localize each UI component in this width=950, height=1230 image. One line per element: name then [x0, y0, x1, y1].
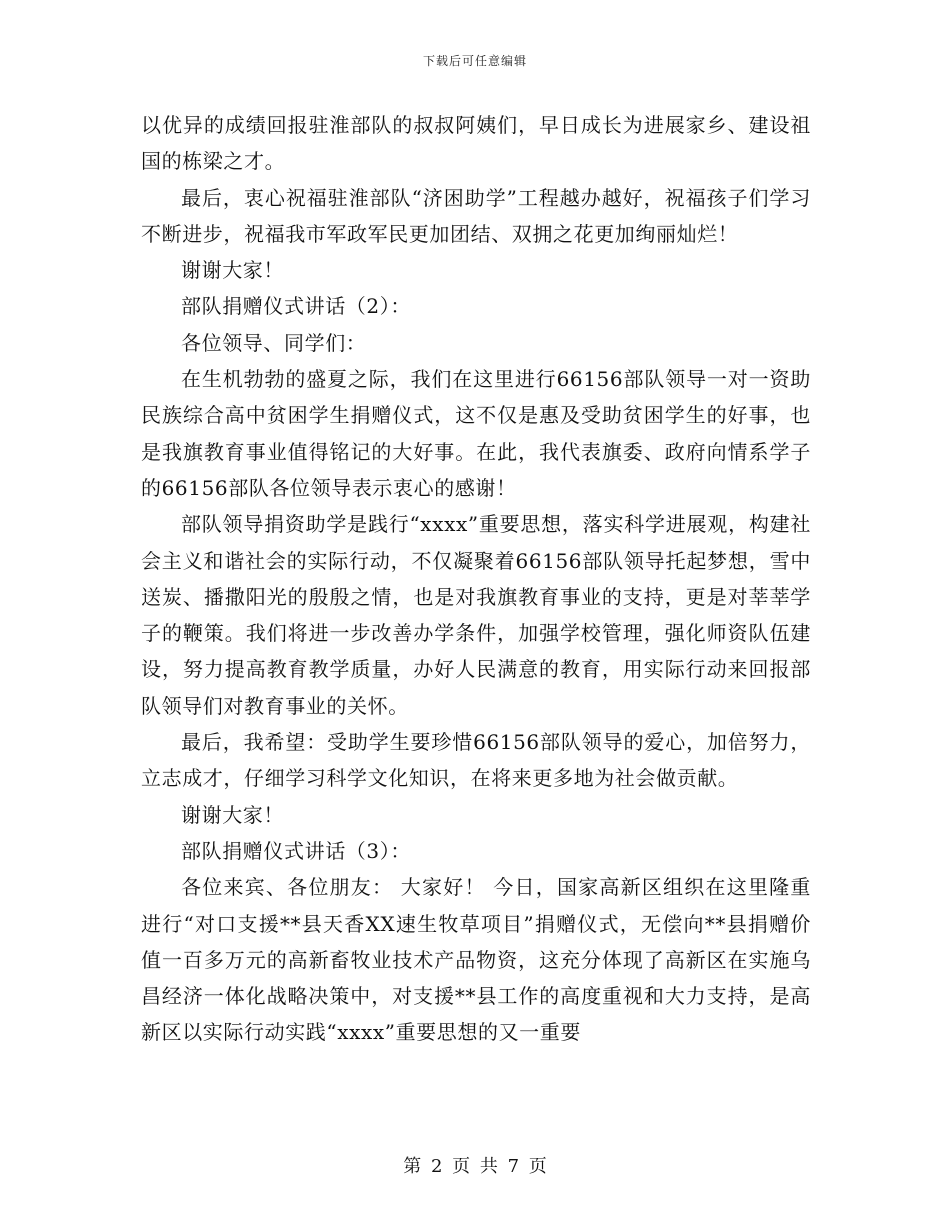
- page-footer: 第 2 页 共 7 页: [403, 1156, 547, 1177]
- section-heading: 部队捐赠仪式讲话（3）：: [181, 838, 411, 863]
- page-header: 下载后可任意编辑: [422, 54, 527, 68]
- paragraph: 以优异的成绩回报驻淮部队的叔叔阿姨们，早日成长为进展家乡、建设祖国的栋梁之才。: [141, 113, 811, 174]
- paragraph: 部队领导捐资助学是践行“xxxx”重要思想，落实科学进展观，构建社会主义和谐社会的实际行动，不仅凝聚着66156部队领导托起梦想，雪中送炭、播撒阳光的殷殷之情，也是对我旗教育事业的支持，更是对莘莘学子的鞭策。我们将进一步改善办学条件，加强学校管理，强化师资队伍建设，努力提高教育教学质量，办好人民满意的教育，用实际行动来回报部队领导们对教育事业的关怀。: [141, 512, 811, 718]
- paragraph: 谢谢大家！: [181, 802, 284, 827]
- paragraph: 在生机勃勃的盛夏之际，我们在这里进行66156部队领导一对一资助民族综合高中贫困学生捐赠仪式，这不仅是惠及受助贫困学生的好事，也是我旗教育事业值得铭记的大好事。在此，我代表旗委、政府向情系学子的66156部队各位领导表示衷心的感谢！: [141, 367, 811, 500]
- paragraph: 最后，我希望：受助学生要珍惜66156部队领导的爱心，加倍努力，立志成才，仔细学习科学文化知识，在将来更多地为社会做贡献。: [141, 730, 811, 791]
- paragraph: 最后，衷心祝福驻淮部队“济困助学”工程越办越好，祝福孩子们学习不断进步，祝福我市军政军民更加团结、双拥之花更加绚丽灿烂！: [141, 185, 811, 246]
- document-body: [141, 107, 811, 1051]
- paragraph: 各位来宾、各位朋友： 大家好！ 今日，国家高新区组织在这里隆重进行“对口支援**县天香XX速生牧草项目”捐赠仪式，无偿向**县捐赠价值一百多万元的高新畜牧业技术产品物资，这充分体现了高新区在实施乌昌经济一体化战略决策中，对支援**县工作的高度重视和大力支持，是高新区以实际行动实践“xxxx”重要思想的又一重要: [141, 875, 811, 1045]
- section-heading: 部队捐赠仪式讲话（2）：: [181, 294, 411, 319]
- salutation: 各位领导、同学们：: [181, 330, 367, 355]
- paragraph: 谢谢大家！: [181, 258, 284, 283]
